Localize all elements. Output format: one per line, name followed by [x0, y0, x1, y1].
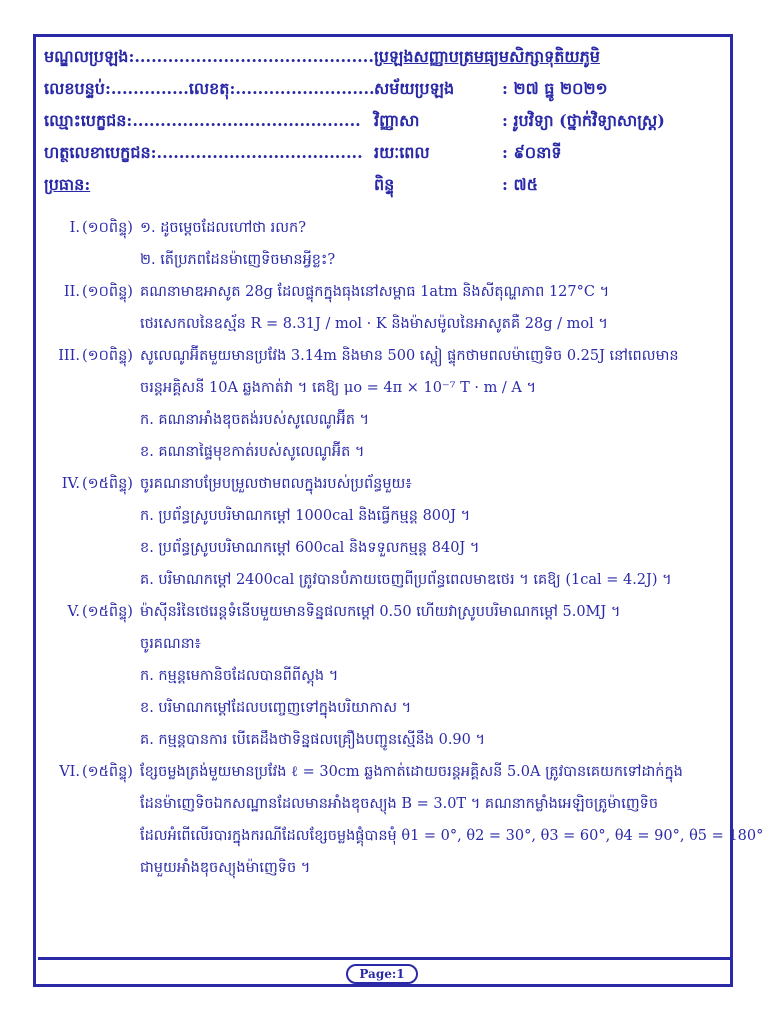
- header-row-2: [44, 78, 724, 106]
- room-seat-field: លេខបន្ទប់:..............លេខតុ:.........................: [44, 79, 375, 98]
- questions-section: [44, 212, 764, 884]
- header-row-3: [44, 110, 724, 138]
- question-line: ជាមួយអាំងឌុចស្យុងម៉ាញេទិច ។: [140, 860, 311, 876]
- page-number-badge: Page:1: [346, 964, 418, 984]
- question-line: គ. កម្មន្តបានការ បើគេដឹងថាទិន្នផលគ្រឿងបញ្ជូនស្មើនឹង 0.90 ។: [140, 732, 486, 748]
- question-line: ខ. ប្រព័ន្ធស្រូបបរិមាណកម្តៅ 600cal និងទទួលកម្មន្ត 840J ។: [140, 540, 480, 556]
- question-2: [44, 276, 724, 340]
- question-points: (១០ពិន្ទុ): [82, 348, 133, 364]
- subject-value: : រូបវិទ្យា (ថ្នាក់វិទ្យាសាស្ត្រ): [502, 111, 665, 130]
- question-points: (១០ពិន្ទុ): [82, 220, 133, 236]
- question-line: ខ. គណនាផ្ទៃមុខកាត់របស់សូលេណូអ៊ីត ។: [140, 444, 365, 460]
- header-row-1: [44, 46, 724, 74]
- question-number: I.: [69, 220, 80, 236]
- question-6: [44, 756, 764, 884]
- question-4: [44, 468, 724, 596]
- question-points: (១០ពិន្ទុ): [82, 284, 133, 300]
- question-line: ក. គណនាអាំងឌុចតង់របស់សូលេណូអ៊ីត ។: [140, 412, 370, 428]
- question-points: (១៥ពិន្ទុ): [82, 764, 133, 780]
- question-points: (១៥ពិន្ទុ): [82, 476, 133, 492]
- question-line: ខ. បរិមាណកម្តៅដែលបញ្ចេញទៅក្នុងបរិយាកាស ។: [140, 700, 412, 716]
- question-line: ២. តើប្រភពដែនម៉ាញេទិចមានអ្វីខ្លះ?: [140, 252, 336, 268]
- question-line: ថេរសេកលនៃឧស្ម័ន R = 8.31J / mol · K និងម៉ាសម៉ូលនៃអាសូតគឺ 28g / mol ។: [140, 316, 608, 332]
- question-line: ចូរគណនា៖: [140, 636, 201, 652]
- question-line: ដែលអំពើលើរបារក្នុងករណីដែលខ្សែចម្លងផ្គុំបានមុំ θ1 = 0°, θ2 = 30°, θ3 = 60°, θ4 = 90°, θ5 = 180°: [140, 828, 764, 844]
- topic-label: ប្រធាន:: [44, 175, 91, 194]
- question-number: IV.: [61, 476, 80, 492]
- question-1: [44, 212, 724, 276]
- header-row-5: [44, 174, 724, 202]
- question-line: គណនាមាឌអាសូត 28g ដែលផ្ទុកក្នុងធុងនៅសម្ពាធ 1atm និងសីតុណ្ហភាព 127°C ។: [140, 284, 610, 300]
- question-line: គ. បរិមាណកម្តៅ 2400cal ត្រូវបានបំភាយចេញពីប្រព័ន្ធពេលមាឌថេរ ។ គេឱ្យ (1cal = 4.2J) ។: [140, 572, 672, 588]
- question-3: [44, 340, 724, 468]
- header-row-4: [44, 142, 724, 170]
- question-number: V.: [67, 604, 80, 620]
- question-line: ម៉ាស៊ីនរំនៃថេរេន្តទំនើបមួយមានទិន្នផលកម្តៅ 0.50 ហើយវាស្រូបបរិមាណកម្តៅ 5.0MJ ។: [140, 604, 621, 620]
- exam-title: ប្រឡងសញ្ញាបត្រមធ្យមសិក្សាទុតិយភូមិ: [374, 47, 600, 66]
- question-line: ១. ដូចម្តេចដែលហៅថា រលក?: [140, 220, 307, 236]
- exam-session-label: សម័យប្រឡង: [374, 79, 455, 98]
- question-line: ចូរគណនាបម្រែបម្រួលថាមពលក្នុងរបស់ប្រព័ន្ធមួយ៖: [140, 476, 412, 492]
- question-number: VI.: [59, 764, 80, 780]
- candidate-signature-field: ហត្ថលេខាបេក្ខជន:.....................................: [44, 143, 363, 162]
- question-points: (១៥ពិន្ទុ): [82, 604, 133, 620]
- question-line: ដែនម៉ាញេទិចឯកសណ្ឋានដែលមានអាំងឌុចស្យុង B = 3.0T ។ គណនាកម្លាំងអេឡិចត្រូម៉ាញេទិច: [140, 796, 659, 812]
- exam-header: [44, 46, 724, 208]
- question-line: សូលេណូអ៊ីតមួយមានប្រវែង 3.14m និងមាន 500 ស្ពៀ ផ្ទុកថាមពលម៉ាញេទិច 0.25J នៅពេលមាន: [140, 348, 679, 364]
- question-line: ខ្សែចម្លងត្រង់មួយមានប្រវែង ℓ = 30cm ឆ្លងកាត់ដោយចរន្តអគ្គិសនី 5.0A ត្រូវបានគេយកទៅដាក់ក្នុង: [140, 764, 683, 780]
- question-number: II.: [63, 284, 80, 300]
- score-value: : ៧៥: [502, 175, 538, 194]
- exam-session-value: : ២៧ ធ្នូ ២០២១: [502, 79, 608, 98]
- question-line: ក. កម្មន្តមេកានិចដែលបានពីពីស្តុង ។: [140, 668, 339, 684]
- score-label: ពិន្ទុ: [374, 175, 395, 194]
- candidate-name-field: ឈ្មោះបេក្ខជន:.........................................: [44, 111, 361, 130]
- question-line: ចរន្តអគ្គិសនី 10A ឆ្លងកាត់វា ។ គេឱ្យ μo = 4π × 10⁻⁷ T · m / A ។: [140, 380, 537, 396]
- footer-divider: [38, 957, 730, 960]
- question-number: III.: [58, 348, 80, 364]
- question-line: ក. ប្រព័ន្ធស្រូបបរិមាណកម្តៅ 1000cal និងធ្វើកម្មន្ត 800J ។: [140, 508, 471, 524]
- duration-label: រយៈពេល: [374, 143, 430, 162]
- question-5: [44, 596, 724, 756]
- duration-value: : ៩០នាទី: [502, 143, 562, 162]
- subject-label: វិញ្ញាសា: [374, 111, 420, 130]
- exam-center-field: មណ្ឌលប្រឡង:.............................................: [44, 47, 386, 66]
